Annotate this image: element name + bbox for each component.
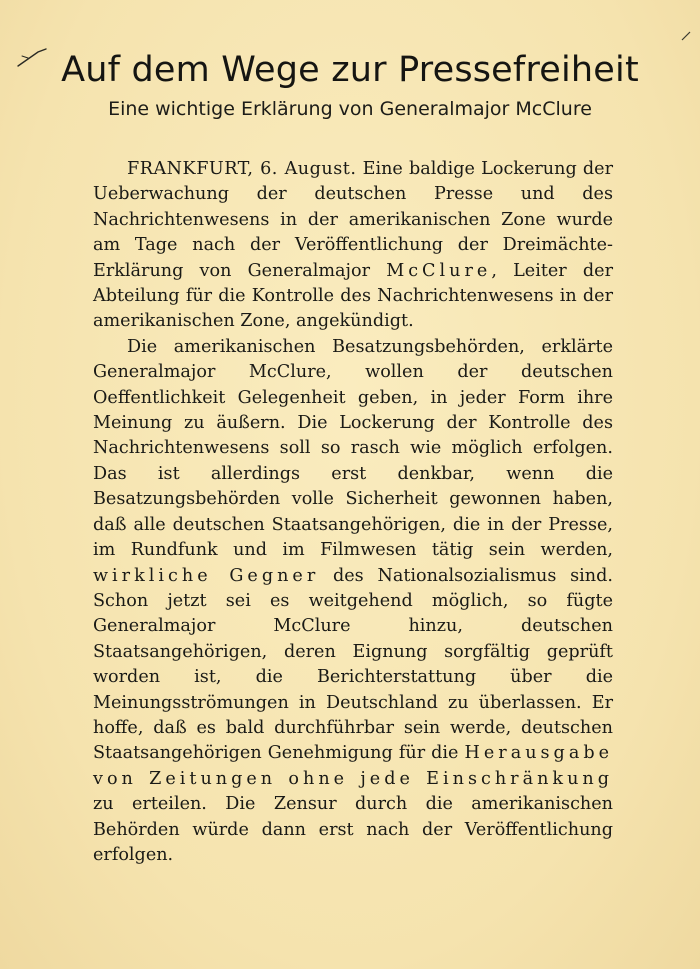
page-title: Auf dem Wege zur Pressefreiheit (61, 50, 639, 90)
paragraph-2-text-c: zu erteilen. Die Zensur durch die amerikanischen Behörden würde dann erst nach der Veröffentlichung erfolgen. (93, 794, 613, 865)
paragraph-1-text-b: , Leiter der Abteilung für die Kontrolle des Nachrichtenwesens in der amerikanischen Zone, angekündigt. (93, 260, 613, 332)
article-paragraph-2 (93, 335, 613, 869)
article-body (93, 157, 613, 868)
dateline: FRANKFURT, 6. August. (127, 159, 357, 179)
article-paragraph-1 (93, 157, 613, 335)
emphasis-text-1: wirkliche Gegner (93, 565, 320, 586)
paragraph-2-text-a: Die amerikanischen Besatzungsbehörden, erklärte Generalmajor McClure, wollen der deutschen Oeffentlichkeit Gelegenheit geben, in jeder Form ihre Meinung zu äußern. Die Lockerung der Kontrolle des Nachrichtenwesens soll so rasch wie möglich erfolgen. Das ist allerdings erst denkbar, wenn die Besatzungsbehörden volle Sicherheit gewonnen haben, daß alle deutschen Staatsangehörigen, die in der Presse, im Rundfunk und im Filmwesen tätig sein werden, (93, 336, 613, 561)
paragraph-2-text-b: des Nationalsozialismus sind. Schon jetzt sei es weitgehend möglich, so fügte Generalmajor McClure hinzu, deutschen Staatsangehörigen, deren Eignung sorgfältig geprüft worden ist, die Berichterstattung über die Meinungsströmungen in Deutschland zu überlassen. Er hoffe, daß es bald durchführbar sein werde, deutschen Staatsangehörigen Genehmigung für die (93, 565, 613, 764)
emphasis-text-2: Herausgabe von Zeitungen ohne jede Einschränkung (93, 743, 613, 789)
corner-mark (680, 30, 692, 42)
page-subtitle: Eine wichtige Erklärung von Generalmajor McClure (108, 98, 592, 120)
person-name: McClure (386, 260, 492, 281)
paragraph-1-text-a: Eine baldige Lockerung der Ueberwachung der deutschen Presse und des Nachrichtenwesens in der amerikanischen Zone wurde am Tage nach der Veröffentlichung der Dreimächte-Erklärung von Generalmajor (93, 159, 613, 281)
